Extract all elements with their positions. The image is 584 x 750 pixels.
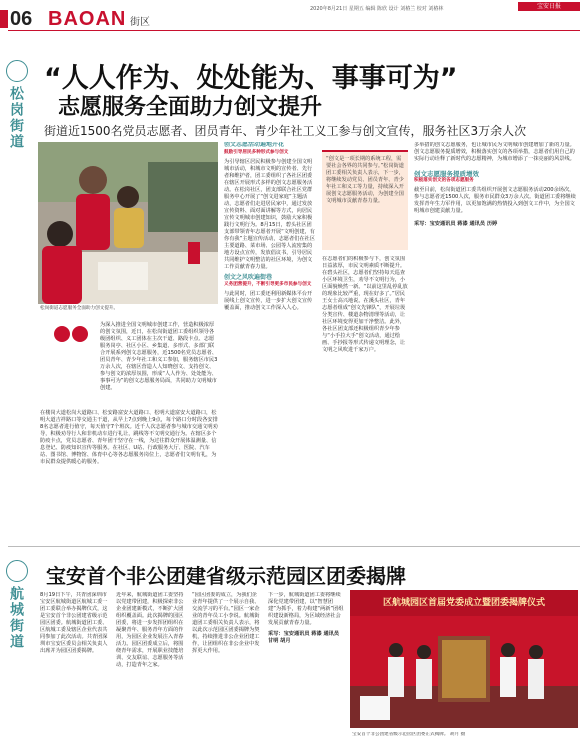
story2-photo-illustration — [350, 616, 578, 728]
side-label-circle — [6, 60, 28, 82]
story1-headline-line1: “人人作为、处处能为、事事可为” — [44, 63, 458, 94]
story2-photo — [350, 590, 578, 728]
section-cn: 街区 — [130, 17, 150, 28]
story2-col4 — [268, 592, 344, 744]
story2-col2-text: 近年来，航城街道团工委坚持以党建带团建，积极探索非公企业团建新模式，不断扩大团组织覆盖面。此次揭牌的园区团委，将进一步发挥团组织在凝聚青年、服务青年方面的作用，为园区企业发展注入青春活力。园区团委成立后，将围绕青年需求，开展职业技能培训、交友联谊、志愿服务等活动，打造青年之家。 — [116, 592, 184, 668]
story2-byline: 采写：宝安通讯员 蒋漆 通讯员 甘明 胡月 — [268, 631, 340, 644]
story1-quote-box — [322, 150, 408, 250]
section-latin: BAOAN — [48, 8, 127, 30]
story1-lead — [100, 322, 218, 394]
col2-text: 为引导辖区居民积极参与创建全国文明城市活动，积城市文明的宣传者、先行者和维护者，团工委组织了各社区团委在辖区开展形式多样的创文志愿服务活动。在松岗社区，团支部联合社区党群服务中心开展了“创文进家庭”主题活动，志愿者们走进居民家中，通过发放宣传资料、面对面讲解等方式，向居民宣传文明城市创建知识，鼓励大家积极践行文明行为。8月15日，碧头社区团支部带领青年志愿者开展“文明创建，有你有我”主题宣传活动，志愿者们在社区主要道路、菜市场、公园等人流密集的地方设点宣传，发放倡议书，引导居民共同维护文明整洁的社区环境，为创文工作贡献青春力量。 — [224, 159, 315, 271]
story1-side-label-text: 松岗街道 — [8, 86, 24, 150]
story1-byline: 采写：宝安通讯员 蒋漆 通讯员 历婷 — [414, 221, 498, 228]
story2-side-label-text: 航城街道 — [8, 586, 24, 650]
story1-col4 — [414, 142, 578, 540]
story2-headline: 宝安首个非公团建省级示范园区团委揭牌 — [46, 564, 406, 588]
quote-icon — [54, 322, 94, 348]
header-meta: 2020年8月21日 星期五 编辑 陈欣 设计 刘椿兰 校对 刘椿林 — [310, 6, 444, 12]
story1-headline-line2: 志愿服务全面助力创文提升 — [58, 95, 323, 120]
story1-col3 — [322, 256, 408, 540]
col3-text: 在志愿者们的积极参与下，创文氛围日益浓厚，市民文明素质不断提升。在碧头社区，志愿者们坚持每天巡查小区环境卫生，劝导不文明行为，小区面貌焕然一新。“以前这里乱停乱放的现象比较严重，现在好多了。”居民王女士高兴地说。在溪头社区，青年志愿者组成“创文先锋队”，开展垃圾分类宣传、楼道杂物清理等活动，让社区环境变得更加干净整洁。此外，各社区团支部还积极组织青少年参与“小手拉大手”创文活动，通过绘画、手抄报等形式传递文明理念，让文明之风吹进千家万户。 — [322, 256, 408, 353]
story1-body-a — [40, 410, 218, 468]
story-divider — [8, 546, 580, 547]
story1-lead-text: 为深入推进全国文明城市创建工作，营造积极浓厚的创文氛围，近日，在松岗街道团工委组织领导各级团组织、义工团体在主次干道、路段卡点、志愿服务岗亭、社区小区、乡集道、多形式、多部门联合开展系列创文志愿服务，近1500名党员志愿者、团员青年、青少年社工和义工参加，服务辖区市民3万余人次，在辖区营造人人知晓创文、支持创文、参与创文的浓厚氛围，形成“人人作为、处处能为、事事可为”的创文志愿服务局面，共同助力文明城市创建。 — [100, 322, 218, 391]
page-number: 06 — [10, 8, 33, 30]
side-label-circle-2 — [6, 560, 28, 582]
story2-col1 — [40, 592, 110, 744]
col2-text-b: 与此同时，团工委还利用新媒体平台开展线上创文宣传，进一步扩大创文宣传覆盖面，推动创文工作深入人心。 — [224, 290, 313, 311]
story1-photo — [38, 142, 218, 304]
story2-banner: 区航城园区首届党委成立暨团委揭牌仪式 — [350, 590, 578, 616]
quote-box-text: “创文是一项长期的系统工程，需要社会各界的共同参与。”松岗街道团工委相关负责人表示，下一步，将继续发动党员、团员青年、青少年社工和义工等力量，持续深入开展创文志愿服务活动，为创建全国文明城市贡献青春力量。 — [326, 156, 404, 204]
header-color-bar — [0, 10, 8, 28]
story1-subhead: 街道近1500名党员志愿者、团员青年、青少年社工义工参与创文宣传，服务社区3万余人次 — [44, 124, 527, 138]
story2-photo-caption: 宝安首个非公团建省级示范园区团委正式揭牌。 胡月 摄 — [352, 732, 466, 737]
story2-col2 — [116, 592, 186, 744]
header-rule — [8, 30, 580, 31]
story1-body-col-a: 在楼岗大道松岗大道路口、松安路富安大道路口、松明大道富安大道路口，松明大道吉祥路口等交通主干道，从早上7点到晚上9点，每个路口分时段各安排8名志愿者进行值守，每天值守7个班次。近千人次志愿者参与城市交通文明劝导，积极劝导行人和非机动车进行礼让，跳线等不文明交通行为。在辖区多个防疫卡点，党员志愿者、青年团干坚守在一线，为过往群众开展体温测量、信息登记、防疫知识宣传等服务。在社区、U站、行政服务大厅、医院、汽车站、图书馆、博物馆、体育中心等各志愿服务岗位上，志愿者们文明有礼，为市民群众提供暖心的服务。 — [40, 410, 218, 465]
col4-heading-b: 积极落实创文的各项志愿服务 — [414, 178, 474, 183]
col4-text: 多举措的创文志愿服务，也让城市民为文明城市创建增加了新的力量。创文志愿服务提质增效，积极落实创文的各项举措，志愿者们用自己的实际行动诠释了新时代的志愿精神，为城市增添了一抹亮丽的风景线。 — [414, 142, 575, 162]
quote-circle-left — [54, 326, 70, 342]
story2-col3-text: “园区团委的成立，为我们企业青年提供了一个展示自我、交流学习的平台。”园区一家企业的青年员工小李说。航城街道团工委相关负责人表示，将以此次示范园区团委揭牌为契机，持续推进非公企业团建工作，让团组织在非公企业中发挥更大作用。 — [192, 592, 260, 654]
quote-box-tab — [322, 150, 344, 152]
quote-circle-right — [72, 326, 88, 342]
story2-side-label — [6, 560, 32, 650]
story1-col2 — [224, 142, 316, 540]
col2-heading-4: 义务团营提升，不断引导更多市民参与创文 — [224, 281, 312, 287]
page-header — [0, 0, 584, 30]
story2-col3 — [192, 592, 262, 744]
header-logo: 宝安日报 — [518, 2, 580, 11]
col4-text-b: 截至目前，松岗街道团工委共组织开展创文志愿服务活动200余场次，参与志愿者近1500人次，服务市民群众3万余人次。街道团工委将继续发挥青年生力军作用，以更加饱满的热情投入到创文工作中，为全国文明城市创建贡献力量。 — [414, 187, 576, 215]
col2-heading-1: 创文志愿活动遍地开花 — [224, 142, 285, 148]
story1-photo-illustration — [38, 142, 218, 304]
story1-photo-caption: 松岗街道志愿服务全面助力创文提升。 — [40, 306, 119, 311]
story2-col4-text: 下一步，航城街道团工委将继续深化党建带团建，以“智慧团建”为抓手，着力构建“两新”团组织建设新格局，为区域经济社会发展贡献青春力量。 — [268, 592, 344, 626]
col4-heading: 创文志愿服务提质增效 — [414, 170, 479, 178]
story2-col1-text: 8月19日下午，共青团深圳市宝安区航城街道区航城工委一团工委联合举办揭牌仪式，这是宝安首个非公团建省级示范园区团委。航城街道团工委、区航城工委及辖区企业代表共同参加了此次活动。共青团深圳市宝安区委员会相关负责人出席并为园区团委揭牌。 — [40, 592, 108, 654]
col2-heading-2: 鼓励引导居民多种形式参与创文 — [224, 150, 289, 156]
col2-heading-3: 创文之风吹遍街巷 — [224, 274, 273, 282]
story1-side-label — [6, 60, 32, 150]
